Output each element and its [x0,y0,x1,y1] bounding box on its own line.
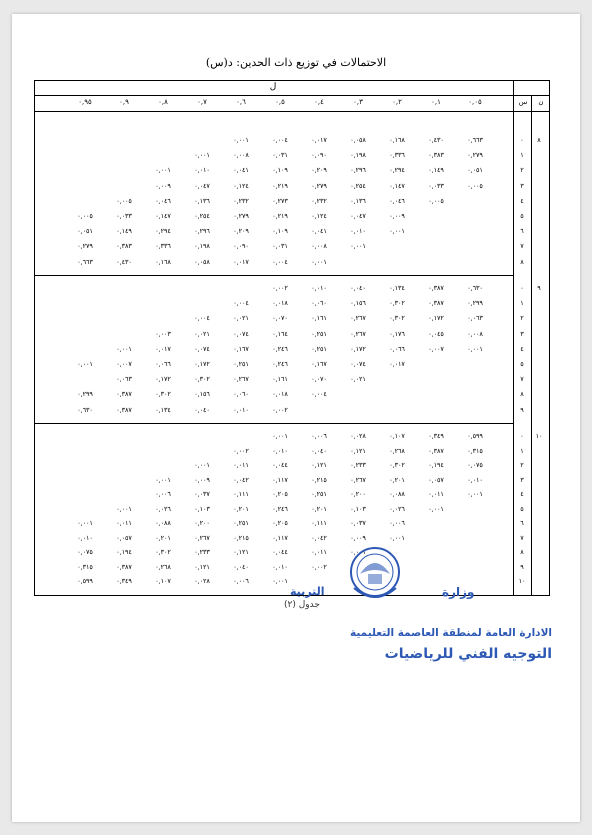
probability-cell: ٠,٠٧٠ [311,376,327,384]
probability-cell: ٠,١٤٩ [428,167,444,175]
probability-cell: ٠,٠٤٧ [194,182,210,190]
probability-cell: ٠,١٦٧ [233,345,249,353]
header-p-value: ٠,٠٥ [468,98,482,106]
probability-cell: ٠,٢٩٦ [350,167,366,175]
probability-cell: ٠,٣٨٧ [428,300,444,308]
probability-cell: ٠,١٢١ [350,447,366,455]
header-p-value: ٠,٦ [236,98,246,106]
probability-cell: ٠,٠٧٤ [233,330,249,338]
probability-cell: ٠,٠٩٠ [311,152,327,160]
row-x-value: ٢ [520,462,524,469]
header-n-label: ن [538,98,544,106]
probability-cell: ٠,٠٠٦ [233,578,249,585]
stamp-line-1: الادارة العامة لمنطقة العاصمة التعليمية [350,627,552,639]
probability-cell: ٠,٠٤٧ [350,213,366,220]
probability-cell: ٠,٠٤٢ [311,534,327,542]
probability-cell: ٠,١٢١ [311,462,327,469]
probability-cell: ٠,١٧٢ [428,315,444,323]
probability-cell: ٠,٠٥١ [467,167,483,175]
probability-cell: ٠,١٥٦ [350,300,366,308]
probability-cell: ٠,١٢١ [194,563,210,571]
probability-cell: ٠,٠٠٧ [428,345,444,353]
header-row-values [35,95,549,112]
probability-cell: ٠,٠٠٩ [155,182,171,190]
probability-cell: ٠,٠٥٧ [116,534,132,542]
probability-cell: ٠,٠١١ [311,549,327,556]
probability-cell: ٠,٠٢٨ [350,433,366,440]
row-x-value: ٠ [520,285,524,292]
probability-cell: ٠,٢٣٣ [194,549,210,556]
probability-cell: ٠,٠١١ [116,520,132,527]
probability-cell: ٠,٠٠٢ [233,447,249,455]
probability-cell: ٠,٠٠١ [77,361,93,368]
header-p-value: ٠,٩ [119,98,129,106]
probability-cell: ٠,٠٤١ [311,228,327,236]
block-separator [35,275,513,276]
probability-cell: ٠,٠١٠ [272,447,288,455]
probability-cell: ٠,٣٠٢ [389,462,405,469]
probability-cell: ٠,٠٠٨ [311,243,327,251]
probability-cell: ٠,١٠٧ [389,433,405,440]
probability-cell: ٠,٠٢١ [233,315,249,323]
row-x-value: ٨ [520,258,524,266]
probability-cell: ٠,٢١٩ [272,182,288,190]
probability-cell: ٠,٠١٧ [233,258,249,266]
probability-cell: ٠,٠٤٠ [233,563,249,571]
probability-cell: ٠,١٥٦ [194,391,210,399]
probability-cell: ٠,٣٠٢ [389,315,405,323]
probability-cell: ٠,٠٣٣ [116,213,132,220]
header-p-value: ٠,٥ [275,98,285,106]
probability-cell: ٠,٠٥١ [77,228,93,236]
probability-cell: ٠,٢٥١ [311,345,327,353]
probability-cell: ٠,٠٠٩ [389,213,405,220]
row-x-value: ٦ [520,228,524,236]
row-x-value: ٤ [520,491,524,498]
probability-cell: ٠,٠٧٤ [194,345,210,353]
probability-cell: ٠,٢٧٩ [233,213,249,220]
probability-cell: ٠,٢٦٧ [350,330,366,338]
row-x-value: ٧ [520,376,524,384]
stamp-ministry: وزارة [442,585,475,599]
probability-cell: ٠,٠٠٦ [311,433,327,440]
probability-cell: ٠,٢٧٣ [272,197,288,205]
header-row-group [35,81,549,96]
probability-cell: ٠,٠٠٤ [194,315,210,323]
probability-cell: ٠,١٤٧ [389,182,405,190]
probability-cell: ٠,٠٠٥ [467,182,483,190]
probability-cell: ٠,٠٠٨ [233,152,249,160]
row-x-value: ٠ [520,433,524,440]
probability-cell: ٠,١٩٨ [194,243,210,251]
probability-cell: ٠,٣٣٦ [389,152,405,160]
probability-cell: ٠,٠٠٢ [272,406,288,414]
probability-cell: ٠,٠١٠ [467,476,483,484]
probability-cell: ٠,١٤٧ [155,213,171,220]
probability-cell: ٠,٢٠٥ [272,491,288,498]
probability-cell: ٠,٢٣٣ [350,462,366,469]
probability-cell: ٠,٠٧٥ [467,462,483,469]
row-x-value: ٦ [520,520,524,527]
probability-cell: ٠,٠٠٤ [272,137,288,144]
probability-cell: ٠,٢٩٩ [467,300,483,308]
probability-cell: ٠,٣٠٢ [194,376,210,384]
row-x-value: ٠ [520,137,524,144]
probability-cell: ٠,٠٠٥ [116,197,132,205]
probability-cell: ٠,٠٠٤ [233,300,249,308]
probability-cell: ٠,٠٦٦ [389,345,405,353]
probability-cell: ٠,٠١٨ [272,391,288,399]
probability-cell: ٠,١٠٩ [272,228,288,236]
probability-cell: ٠,١١٧ [272,476,288,484]
probability-cell: ٠,١١١ [311,520,327,527]
row-x-value: ٥ [520,361,524,368]
probability-cell: ٠,٠٠١ [311,258,327,266]
header-p-value: ٠,٢ [392,98,402,106]
probability-cell: ٠,٠٨٨ [389,491,405,498]
probability-cell: ٠,١٠٧ [155,578,171,585]
probability-cell: ٠,٢٤٦ [272,345,288,353]
probability-cell: ٠,٠٥٨ [350,137,366,144]
probability-cell: ٠,٢٩٤ [155,228,171,236]
probability-cell: ٠,٢٦٧ [194,534,210,542]
probability-cell: ٠,١٦١ [311,315,327,323]
probability-cell: ٠,٠٢١ [350,376,366,384]
probability-cell: ٠,٣٨٣ [116,243,132,251]
probability-cell: ٠,٠٤١ [233,167,249,175]
stamp-education: التربية [290,585,325,598]
row-x-value: ٨ [520,549,524,556]
probability-cell: ٠,٠٤٦ [155,197,171,205]
probability-cell: ٠,٠٥٧ [428,476,444,484]
probability-cell: ٠,٦٦٣ [77,258,93,266]
probability-cell: ٠,٠٤٤ [272,462,288,469]
probability-cell: ٠,١٦٨ [389,137,405,144]
probability-cell: ٠,٠٠١ [155,167,171,175]
row-x-value: ٥ [520,213,524,220]
probability-cell: ٠,٢٧٩ [311,182,327,190]
probability-cell: ٠,٠١٠ [350,228,366,236]
row-x-value: ١ [520,447,524,455]
probability-cell: ٠,٠٤٤ [272,549,288,556]
probability-cell: ٠,٠٧٥ [77,549,93,556]
probability-cell: ٠,١٦٧ [311,361,327,368]
probability-cell: ٠,٢٠١ [311,505,327,513]
probability-cell: ٠,٠٣٧ [350,520,366,527]
probability-cell: ٠,٢١٥ [311,476,327,484]
probability-cell: ٠,٠٠٨ [467,330,483,338]
header-p-value: ٠,٤ [314,98,324,106]
row-x-value: ٤ [520,197,524,205]
probability-cell: ٠,١٩٨ [350,152,366,160]
table-reference: جدول (٢) [284,600,320,610]
probability-cell: ٠,٣٨٣ [428,152,444,160]
table-title: الاحتمالات في توزيع ذات الحدين: د(س) [205,56,387,69]
probability-cell: ٠,٢٦٧ [350,315,366,323]
block-n-value: ١٠ [535,433,543,440]
probability-cell: ٠,٣٤٩ [116,578,132,585]
probability-cell: ٠,١٧٢ [350,345,366,353]
block-n-value: ٩ [537,285,541,292]
probability-cell: ٠,٠٣١ [272,152,288,160]
probability-cell: ٠,٠٣١ [272,243,288,251]
probability-cell: ٠,١٦٨ [155,258,171,266]
probability-cell: ٠,٢٩٩ [77,391,93,399]
probability-cell: ٠,٠٧٤ [350,361,366,368]
probability-cell: ٠,٠٠٤ [272,258,288,266]
probability-cell: ٠,٢٩٦ [194,228,210,236]
probability-cell: ٠,٣٠٢ [155,391,171,399]
probability-cell: ٠,٠١٠ [194,167,210,175]
probability-cell: ٠,٣٨٧ [428,447,444,455]
probability-cell: ٠,١١٧ [272,534,288,542]
probability-cell: ٠,٢٩٤ [389,167,405,175]
probability-cell: ٠,٣٨٧ [428,285,444,292]
probability-cell: ٠,٢٠٥ [272,520,288,527]
probability-cell: ٠,٢٠٠ [194,520,210,527]
probability-cell: ٠,٦٦٣ [467,137,483,144]
probability-cell: ٠,٠٧٠ [272,315,288,323]
row-x-value: ٤ [520,345,524,353]
probability-cell: ٠,٠٠٦ [155,491,171,498]
probability-cell: ٠,٠٠١ [272,578,288,585]
probability-cell: ٠,٢٥١ [233,520,249,527]
block-separator [35,423,513,424]
probability-cell: ٠,٠١١ [428,491,444,498]
probability-cell: ٠,١٣٤ [389,285,405,292]
probability-cell: ٠,٣٤٩ [428,433,444,440]
probability-cell: ٠,٢٣٢ [311,197,327,205]
probability-cell: ٠,٢٠١ [389,476,405,484]
probability-cell: ٠,١٣٤ [155,406,171,414]
probability-cell: ٠,٠١٠ [272,563,288,571]
probability-cell: ٠,٢٤٦ [272,361,288,368]
probability-cell: ٠,٢٠٩ [311,167,327,175]
p-group-label: ل [269,82,277,92]
probability-cell: ٠,٠٥٨ [194,258,210,266]
probability-cell: ٠,٢٠٩ [233,228,249,236]
row-x-value: ٣ [520,330,524,338]
probability-cell: ٠,٠٤٢ [233,476,249,484]
header-p-value: ٠,٨ [158,98,168,106]
block-n-value: ٨ [537,137,541,144]
probability-cell: ٠,٣٣٦ [155,243,171,251]
probability-cell: ٠,٤٣٠ [428,137,444,144]
row-x-value: ٩ [520,563,524,571]
probability-cell: ٠,١٠٣ [194,505,210,513]
probability-cell: ٠,٠٢٨ [194,578,210,585]
probability-cell: ٠,٠٠١ [77,520,93,527]
probability-cell: ٠,٠٤٠ [194,406,210,414]
probability-cell: ٠,٢١٩ [272,213,288,220]
probability-cell: ٠,٢٥٤ [194,213,210,220]
probability-cell: ٠,١٠٩ [272,167,288,175]
probability-cell: ٠,٢٠٠ [350,491,366,498]
probability-cell: ٠,١٦٤ [272,330,288,338]
probability-cell: ٠,٠٩٠ [233,243,249,251]
probability-cell: ٠,٠٠١ [194,152,210,160]
probability-cell: ٠,٠٠١ [194,462,210,469]
probability-cell: ٠,٣٨٧ [116,406,132,414]
probability-cell: ٠,٠٣٣ [428,182,444,190]
probability-cell: ٠,٠٠١ [389,534,405,542]
probability-cell: ٠,١٢٤ [233,182,249,190]
header-p-value: ٠,١ [431,98,441,106]
probability-cell: ٠,٢٥١ [311,330,327,338]
probability-cell: ٠,٠٠١ [116,505,132,513]
header-p-value: ٠,٩٥ [78,98,92,106]
probability-cell: ٠,٢٦٨ [155,563,171,571]
probability-cell: ٠,٢٦٧ [350,476,366,484]
probability-cell: ٠,٢٠١ [233,505,249,513]
probability-cell: ٠,٦٣٠ [77,406,93,414]
probability-cell: ٠,٢٥١ [311,491,327,498]
document-page [12,14,580,822]
probability-cell: ٠,٥٩٩ [77,578,93,585]
probability-cell: ٠,٠٠٧ [116,361,132,368]
probability-cell: ٠,٤٣٠ [116,258,132,266]
probability-cell: ٠,٠٤٥ [428,330,444,338]
probability-cell: ٠,٢٧٩ [77,243,93,251]
probability-cell: ٠,٠٠١ [350,549,366,556]
probability-cell: ٠,٠٣٧ [194,491,210,498]
probability-cell: ٠,٠٠٤ [311,391,327,399]
probability-cell: ٠,٣٨٧ [116,391,132,399]
probability-cell: ٠,٠٦٣ [467,315,483,323]
probability-cell: ٠,٠١٧ [389,361,405,368]
probability-cell: ٠,٢١٥ [233,534,249,542]
probability-cell: ٠,٠٠٦ [389,520,405,527]
row-x-value: ٣ [520,476,524,484]
row-x-value: ٢ [520,315,524,323]
probability-cell: ٠,٠٠٥ [428,197,444,205]
probability-cell: ٠,١٧٦ [389,330,405,338]
probability-cell: ٠,١٣٦ [350,197,366,205]
probability-cell: ٠,٠٢٦ [155,505,171,513]
probability-cell: ٠,٠٦٠ [311,300,327,308]
probability-cell: ٠,١٤٩ [116,228,132,236]
probability-cell: ٠,٠٦٠ [233,391,249,399]
probability-cell: ٠,٣١٥ [467,447,483,455]
row-x-value: ٣ [520,182,524,190]
probability-cell: ٠,٠٠١ [155,476,171,484]
probability-cell: ٠,٠١٧ [155,345,171,353]
binomial-table [34,80,550,596]
probability-cell: ٠,٣١٥ [77,563,93,571]
probability-cell: ٠,٠٠١ [233,137,249,144]
header-p-value: ٠,٣ [353,98,363,106]
probability-cell: ٠,١٣٦ [194,197,210,205]
row-x-value: ١٠ [518,578,526,585]
probability-cell: ٠,٠٠١ [428,505,444,513]
probability-cell: ٠,١٩٤ [428,462,444,469]
probability-cell: ٠,١٩٤ [116,549,132,556]
probability-cell: ٠,٢٥١ [233,361,249,368]
probability-cell: ٠,٠٤٦ [389,197,405,205]
probability-cell: ٠,٠٤٠ [350,285,366,292]
row-x-value: ٥ [520,505,524,513]
row-x-value: ٧ [520,534,524,542]
probability-cell: ٠,٠٦٦ [155,361,171,368]
probability-cell: ٠,٠١١ [233,462,249,469]
header-p-value: ٠,٧ [197,98,207,106]
probability-cell: ٠,١٢٤ [311,213,327,220]
probability-cell: ٠,٣٨٧ [116,563,132,571]
probability-cell: ٠,٢٣٢ [233,197,249,205]
official-stamp [284,544,552,684]
probability-cell: ٠,٣٠٢ [155,549,171,556]
row-x-value: ٧ [520,243,524,251]
probability-cell: ٠,١٢١ [233,549,249,556]
probability-cell: ٠,٠٠١ [116,345,132,353]
probability-cell: ٠,٠٠٩ [350,534,366,542]
probability-cell: ٠,٠١٠ [233,406,249,414]
probability-cell: ٠,٠٠١ [467,345,483,353]
probability-cell: ٠,٠١٧ [311,137,327,144]
probability-cell: ٠,٢٦٨ [389,447,405,455]
row-x-value: ١ [520,152,524,160]
probability-cell: ٠,٠٠١ [350,243,366,251]
probability-cell: ٠,٣٠٢ [389,300,405,308]
stamp-line-2: التوجيه الفني للرياضيات [384,646,552,662]
probability-cell: ٠,٠٠١ [389,228,405,236]
probability-cell: ٠,٥٩٩ [467,433,483,440]
probability-cell: ٠,٠٠١ [272,433,288,440]
emblem-icon [340,544,410,604]
probability-cell: ٠,٦٣٠ [467,285,483,292]
probability-cell: ٠,١٦١ [272,376,288,384]
probability-cell: ٠,٢٥٤ [350,182,366,190]
probability-cell: ٠,٠٢٦ [389,505,405,513]
row-x-value: ٨ [520,391,524,399]
probability-cell: ٠,٠٦٣ [116,376,132,384]
probability-cell: ٠,٠٠٢ [311,563,327,571]
row-x-value: ١ [520,300,524,308]
probability-cell: ٠,٠٠٩ [194,476,210,484]
probability-cell: ٠,١٠٣ [350,505,366,513]
probability-cell: ٠,٢٤٦ [272,505,288,513]
row-x-value: ٢ [520,167,524,175]
row-x-value: ٩ [520,406,524,414]
probability-cell: ٠,٠٠٥ [77,213,93,220]
probability-cell: ٠,٠٤٠ [311,447,327,455]
probability-cell: ٠,٠٨٨ [155,520,171,527]
probability-cell: ٠,٠١٨ [272,300,288,308]
probability-cell: ٠,٠٠١ [467,491,483,498]
probability-cell: ٠,٠٢١ [194,330,210,338]
probability-cell: ٠,٠١٠ [77,534,93,542]
probability-cell: ٠,١١١ [233,491,249,498]
probability-cell: ٠,٢٠١ [155,534,171,542]
probability-cell: ٠,٢٦٧ [233,376,249,384]
probability-cell: ٠,٠٠٣ [155,330,171,338]
probability-cell: ٠,٠٠٢ [272,285,288,292]
probability-cell: ٠,١٧٢ [155,376,171,384]
header-x-label: س [518,98,528,106]
probability-cell: ٠,٠١٠ [311,285,327,292]
probability-cell: ٠,٢٧٩ [467,152,483,160]
probability-cell: ٠,١٧٢ [194,361,210,368]
